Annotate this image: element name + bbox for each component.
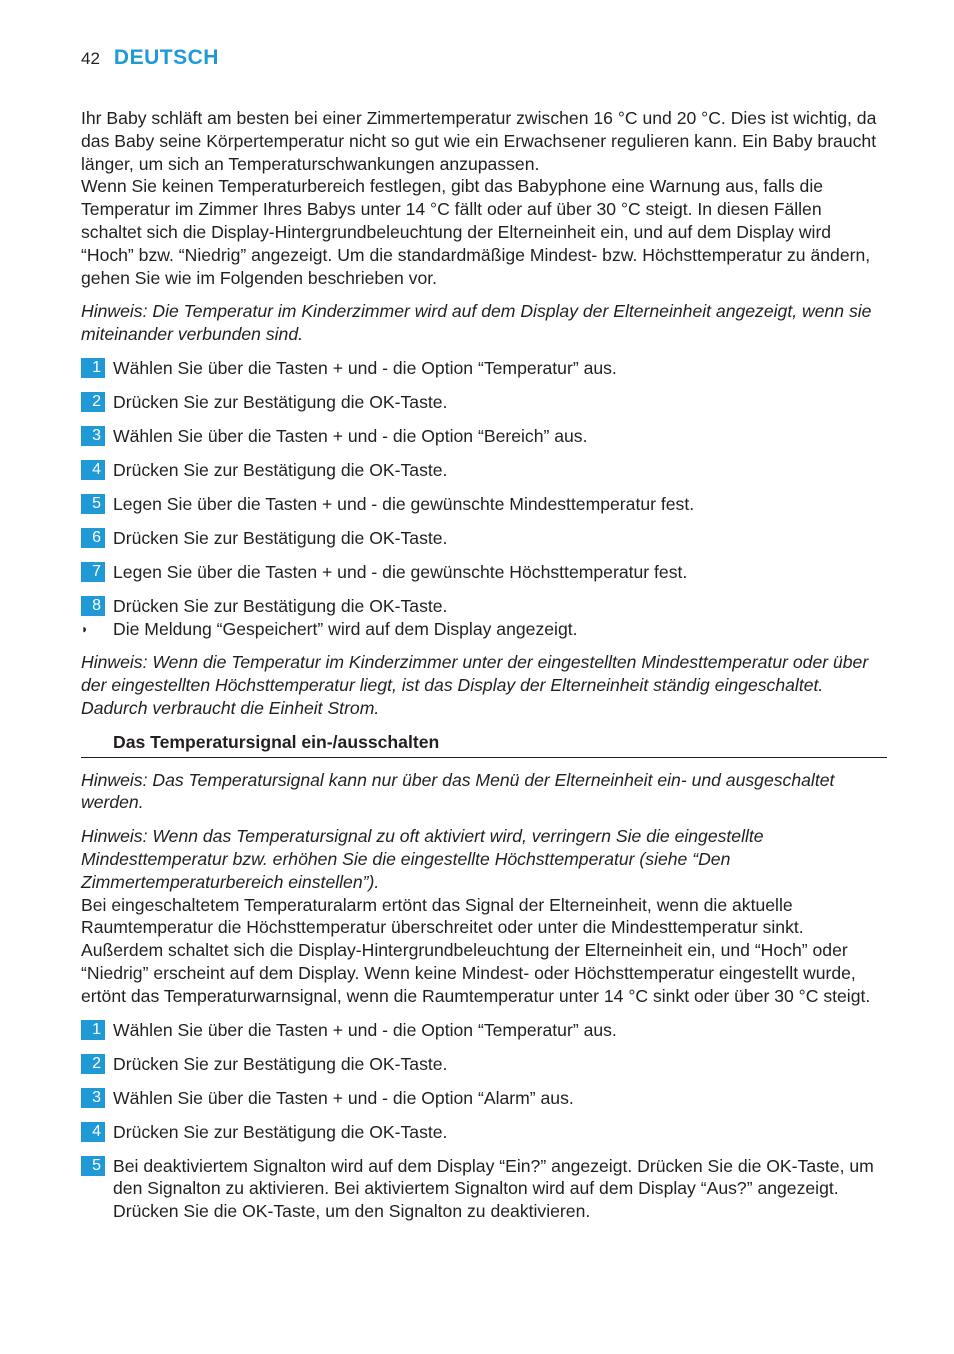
step-item — [81, 595, 887, 618]
page-content — [81, 107, 887, 1234]
step-number-badge: 2 — [81, 1054, 105, 1074]
section-heading: Das Temperatursignal ein-/ausschalten — [81, 731, 887, 758]
step-text: Drücken Sie zur Bestätigung die OK-Taste. — [113, 459, 448, 480]
step-number-badge: 5 — [81, 494, 105, 514]
step-text: Wählen Sie über die Tasten + und - die Option “Alarm” aus. — [113, 1087, 574, 1108]
step-text: Legen Sie über die Tasten + und - die gewünschte Mindesttemperatur fest. — [113, 493, 695, 514]
step-number-badge: 2 — [81, 392, 105, 412]
step-text: Wählen Sie über die Tasten + und - die Option “Temperatur” aus. — [113, 1019, 617, 1040]
step-item — [81, 493, 887, 516]
intro-paragraph-1: Ihr Baby schläft am besten bei einer Zimmertemperatur zwischen 16 °C und 20 °C. Dies ist wichtig, da das Baby seine Körpertemperatur nicht so gut wie ein Erwachsener regulieren kann. Ein Baby braucht länger, um sich an Temperaturschwankungen anzupassen. — [81, 108, 877, 174]
step-item — [81, 1053, 887, 1076]
temperature-range-steps — [81, 357, 887, 618]
step-number-badge: 1 — [81, 1020, 105, 1040]
step-text: Drücken Sie zur Bestätigung die OK-Taste. — [113, 1053, 448, 1074]
step-number-badge: 8 — [81, 596, 105, 616]
page-number: 42 — [81, 49, 100, 68]
step-text: Wählen Sie über die Tasten + und - die Option “Temperatur” aus. — [113, 357, 617, 378]
step-result — [81, 618, 887, 641]
step-text: Drücken Sie zur Bestätigung die OK-Taste. — [113, 1121, 448, 1142]
step-item — [81, 1155, 887, 1223]
step-text: Bei deaktiviertem Signalton wird auf dem Display “Ein?” angezeigt. Drücken Sie die OK-Taste, um den Signalton zu aktivieren. Bei aktiviertem Signalton wird auf dem Display “Aus?” angezeigt. Drücken Sie die OK-Taste, um den Signalton zu deaktivieren. — [113, 1155, 874, 1222]
page-header — [81, 46, 219, 70]
step-item — [81, 527, 887, 550]
intro-paragraph-2: Wenn Sie keinen Temperaturbereich festlegen, gibt das Babyphone eine Warnung aus, falls die Temperatur im Zimmer Ihres Babys unter 14 °C fällt oder auf über 30 °C steigt. In diesen Fällen schaltet sich die Display-Hintergrundbeleuchtung der Elterneinheit ein, und auf dem Display wird “Hoch” bzw. “Niedrig” angezeigt. Um die standardmäßige Mindest- bzw. Höchsttemperatur zu ändern, gehen Sie wie im Folgenden beschrieben vor. — [81, 176, 871, 288]
step-number-badge: 6 — [81, 528, 105, 548]
step-item — [81, 1019, 887, 1042]
step-item — [81, 459, 887, 482]
step-text: Drücken Sie zur Bestätigung die OK-Taste. — [113, 527, 448, 548]
step-text: Legen Sie über die Tasten + und - die gewünschte Höchsttemperatur fest. — [113, 561, 688, 582]
step-number-badge: 7 — [81, 562, 105, 582]
step-number-badge: 5 — [81, 1156, 105, 1176]
step-text: Drücken Sie zur Bestätigung die OK-Taste. — [113, 391, 448, 412]
note-display-on: Hinweis: Wenn die Temperatur im Kinderzimmer unter der eingestellten Mindesttemperatur oder über der eingestellten Höchsttemperatur liegt, ist das Display der Elterneinheit ständig eingeschaltet. Dadurch verbraucht die Einheit Strom. — [81, 652, 869, 719]
step-item — [81, 391, 887, 414]
step-item — [81, 1121, 887, 1144]
step-number-badge: 1 — [81, 358, 105, 378]
temperature-alarm-steps — [81, 1019, 887, 1223]
step-text: Wählen Sie über die Tasten + und - die Option “Bereich” aus. — [113, 425, 588, 446]
step-number-badge: 4 — [81, 1122, 105, 1142]
step-number-badge: 3 — [81, 426, 105, 446]
step-item — [81, 357, 887, 380]
note-signal-frequency: Hinweis: Wenn das Temperatursignal zu oft aktiviert wird, verringern Sie die eingestellte Mindesttemperatur bzw. erhöhen Sie die eingestellte Höchsttemperatur (siehe “Den Zimmertemperaturbereich einstellen”). — [81, 826, 764, 892]
step-item — [81, 425, 887, 448]
step-number-badge: 3 — [81, 1088, 105, 1108]
step-text: Drücken Sie zur Bestätigung die OK-Taste. — [113, 595, 448, 616]
result-marker-icon: ◗ — [81, 621, 89, 636]
step-item — [81, 561, 887, 584]
result-text: Die Meldung “Gespeichert” wird auf dem Display angezeigt. — [113, 618, 578, 639]
intro-note: Hinweis: Die Temperatur im Kinderzimmer wird auf dem Display der Elterneinheit angezeigt, wenn sie miteinander verbunden sind. — [81, 301, 872, 345]
signal-body-paragraph: Bei eingeschaltetem Temperaturalarm ertönt das Signal der Elterneinheit, wenn die aktuelle Raumtemperatur die Höchsttemperatur überschreitet oder unter die Mindesttemperatur sinkt. Außerdem schaltet sich die Display-Hintergrundbeleuchtung der Elterneinheit ein, und “Hoch” oder “Niedrig” erscheint auf dem Display. Wenn keine Mindest- oder Höchsttemperatur eingestellt wurde, ertönt das Temperaturwarnsignal, wenn die Raumtemperatur unter 14 °C sinkt oder über 30 °C steigt. — [81, 894, 871, 1006]
section-title: DEUTSCH — [113, 46, 219, 69]
step-item — [81, 1087, 887, 1110]
step-number-badge: 4 — [81, 460, 105, 480]
note-signal-menu: Hinweis: Das Temperatursignal kann nur über das Menü der Elterneinheit ein- und ausgeschaltet werden. — [81, 769, 835, 813]
